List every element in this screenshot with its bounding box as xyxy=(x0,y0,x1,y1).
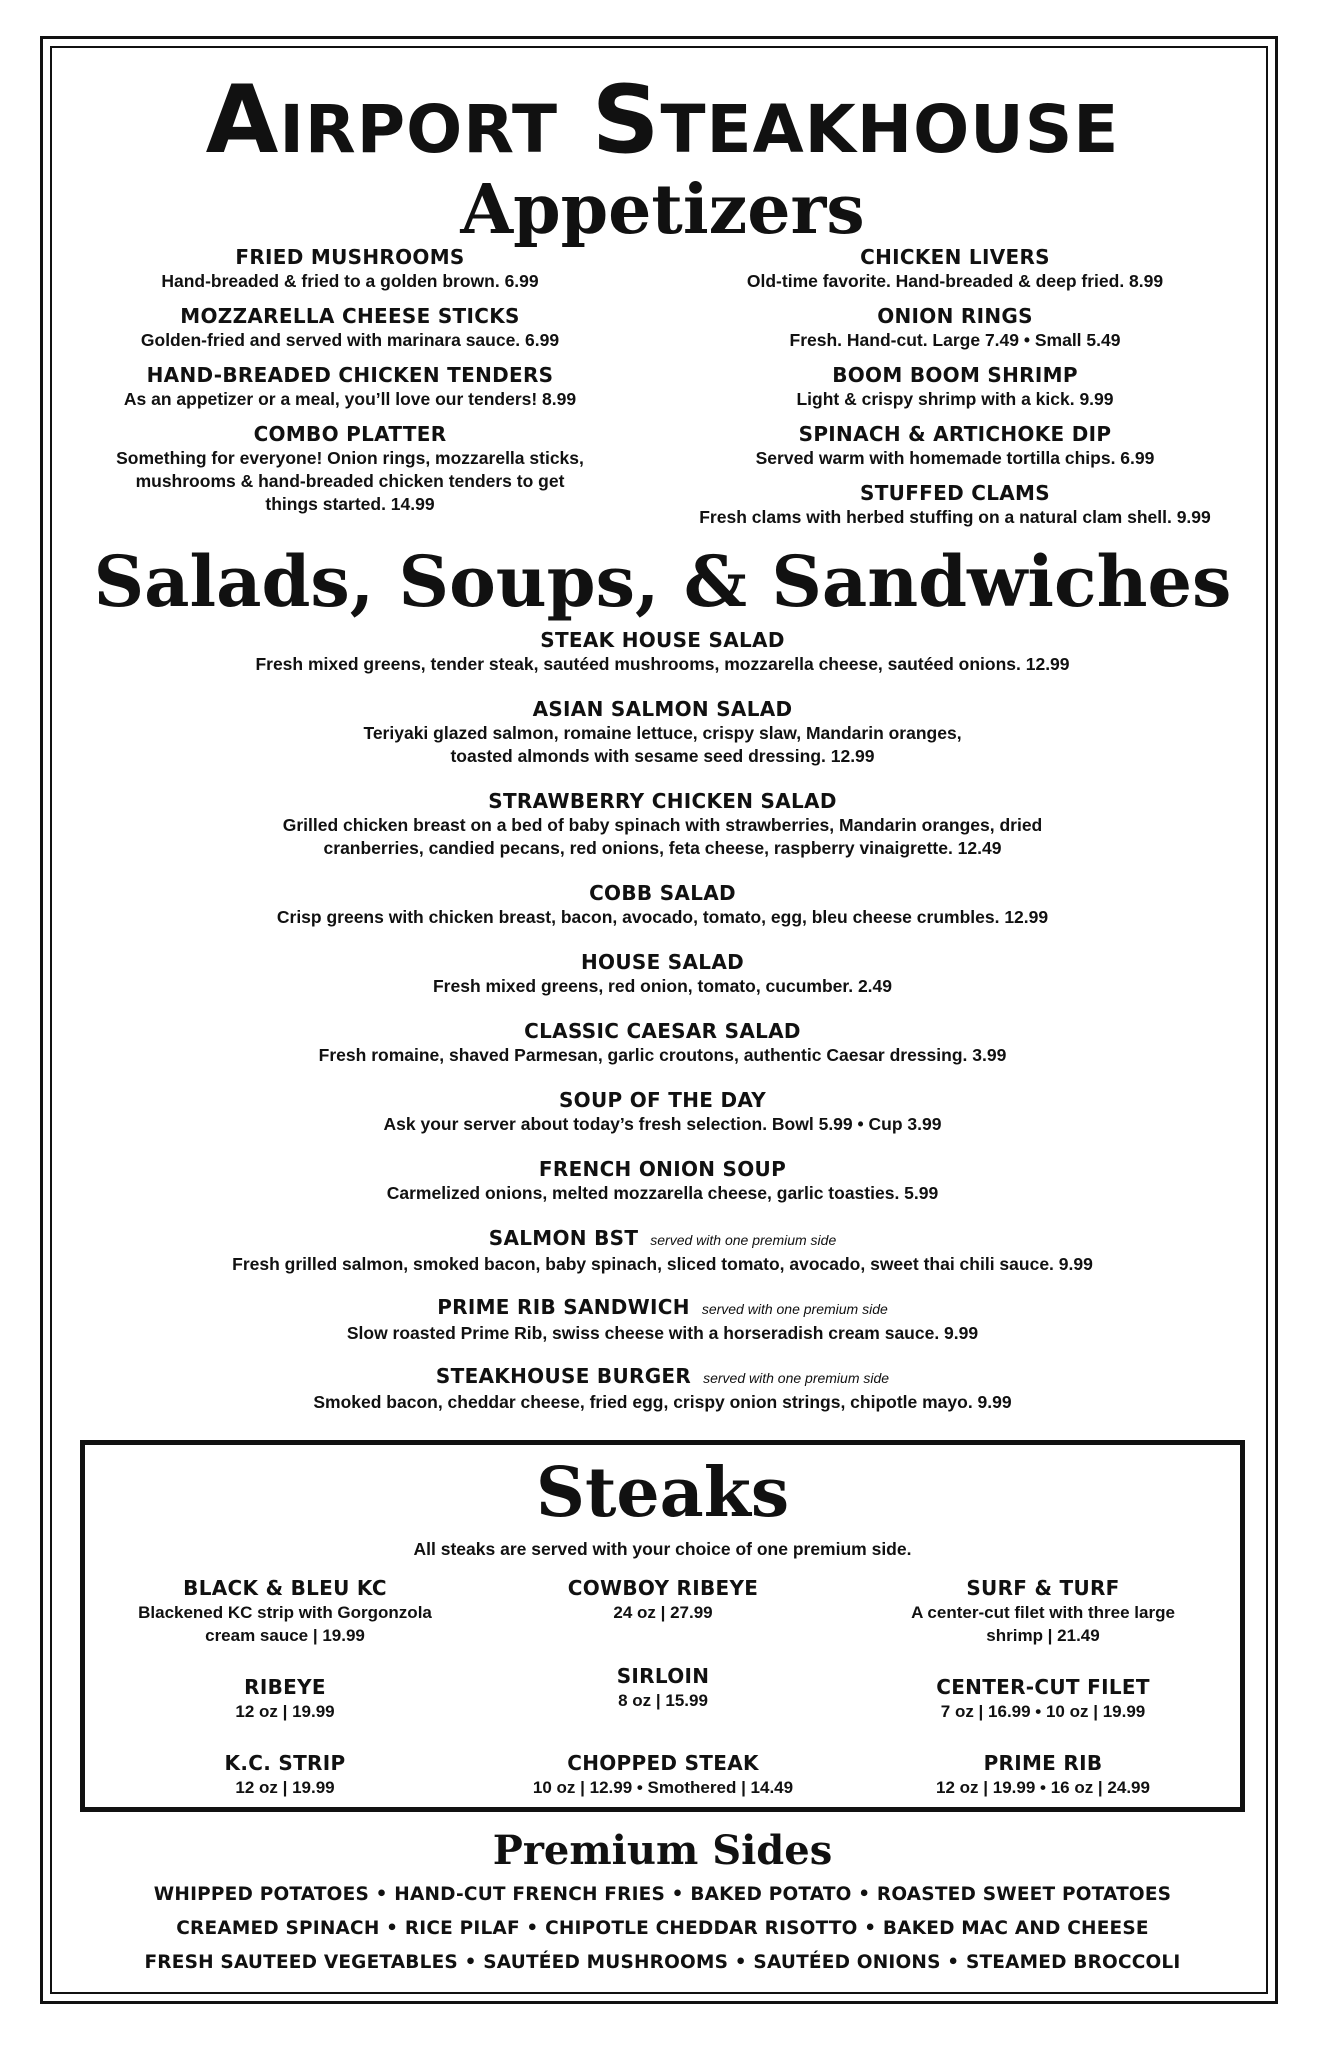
item-description: Old-time favorite. Hand-breaded & deep fried. 8.99 xyxy=(746,271,1164,291)
item-name: STRAWBERRY CHICKEN SALAD xyxy=(488,789,837,813)
item-name xyxy=(70,1225,1255,1253)
item-name xyxy=(70,1294,1255,1322)
sides-line: WHIPPED POTATOES • HAND-CUT FRENCH FRIES • BAKED POTATO • ROASTED SWEET POTATOES xyxy=(153,1884,1172,1905)
item-name: CHICKEN LIVERS xyxy=(860,245,1050,269)
side-note: served with one premium side xyxy=(650,1232,837,1248)
menu-item xyxy=(80,244,620,293)
appetizers-right-column xyxy=(650,244,1260,539)
side-note: served with one premium side xyxy=(701,1301,888,1317)
steak-item xyxy=(878,1750,1208,1799)
item-name: SOUP OF THE DAY xyxy=(558,1088,767,1112)
sides-line: FRESH SAUTEED VEGETABLES • SAUTÉED MUSHROOMS • SAUTÉED ONIONS • STEAMED BROCCOLI xyxy=(144,1952,1181,1973)
item-name: CLASSIC CAESAR SALAD xyxy=(524,1019,801,1043)
salads-heading: Salads, Soups, & Sandwiches xyxy=(93,540,1232,623)
menu-item xyxy=(70,1156,1255,1225)
item-name: BOOM BOOM SHRIMP xyxy=(832,363,1078,387)
side-note: served with one premium side xyxy=(703,1370,890,1386)
item-description: Fresh clams with herbed stuffing on a natural clam shell. 9.99 xyxy=(699,507,1211,527)
appetizers-left-column xyxy=(80,244,620,526)
menu-item xyxy=(650,303,1260,352)
item-description: Served warm with homemade tortilla chips. 6.99 xyxy=(755,448,1155,468)
appetizers-heading: Appetizers xyxy=(460,170,865,250)
item-name: COWBOY RIBEYE xyxy=(567,1576,759,1600)
restaurant-title: Airport Steakhouse xyxy=(205,66,1120,175)
steaks-note: All steaks are served with your choice of one premium side. xyxy=(413,1539,912,1559)
menu-item xyxy=(80,362,620,411)
steak-item xyxy=(498,1575,828,1624)
menu-item xyxy=(650,362,1260,411)
item-name: MOZZARELLA CHEESE STICKS xyxy=(180,304,520,328)
menu-item xyxy=(70,1363,1255,1432)
item-name: COMBO PLATTER xyxy=(253,422,447,446)
item-description: Fresh mixed greens, tender steak, sautéed mushrooms, mozzarella cheese, sautéed onions. 12.99 xyxy=(255,654,1070,674)
sides-heading: Premium Sides xyxy=(492,1827,833,1874)
item-name: CHOPPED STEAK xyxy=(567,1751,759,1775)
item-name: COBB SALAD xyxy=(589,881,736,905)
item-description: Fresh romaine, shaved Parmesan, garlic croutons, authentic Caesar dressing. 3.99 xyxy=(318,1045,1007,1065)
steak-item xyxy=(878,1674,1208,1723)
item-name: K.C. STRIP xyxy=(224,1751,346,1775)
item-description: 12 oz | 19.99 xyxy=(235,1778,335,1797)
item-name: BLACK & BLEU KC xyxy=(183,1576,387,1600)
item-description: 12 oz | 19.99 • 16 oz | 24.99 xyxy=(936,1778,1150,1797)
menu-item xyxy=(650,421,1260,470)
menu-item xyxy=(80,421,620,516)
item-description: 12 oz | 19.99 xyxy=(235,1702,335,1721)
menu-item xyxy=(70,788,1255,880)
item-description: Fresh mixed greens, red onion, tomato, cucumber. 2.49 xyxy=(432,976,893,996)
menu-item xyxy=(70,1087,1255,1156)
item-name-text: SALMON BST xyxy=(488,1226,639,1250)
menu-item xyxy=(70,627,1255,696)
item-description: Fresh grilled salmon, smoked bacon, baby spinach, sliced tomato, avocado, sweet thai chili sauce. 9.99 xyxy=(232,1254,1093,1274)
item-name: FRIED MUSHROOMS xyxy=(235,245,465,269)
menu-item xyxy=(650,244,1260,293)
steak-item xyxy=(120,1674,450,1723)
item-description: Slow roasted Prime Rib, swiss cheese with a horseradish cream sauce. 9.99 xyxy=(346,1323,979,1343)
item-description: 24 oz | 27.99 xyxy=(613,1603,713,1622)
menu-item xyxy=(650,480,1260,529)
sides-line: CREAMED SPINACH • RICE PILAF • CHIPOTLE CHEDDAR RISOTTO • BAKED MAC AND CHEESE xyxy=(176,1918,1149,1939)
item-name: SIRLOIN xyxy=(616,1664,710,1688)
item-name: RIBEYE xyxy=(244,1675,326,1699)
menu-item xyxy=(70,1018,1255,1087)
item-description: Grilled chicken breast on a bed of baby spinach with strawberries, Mandarin oranges, dried cranberries, candied pecans, red onions, feta cheese, raspberry vinaigrette. 12.49 xyxy=(282,815,1043,858)
item-description: A center-cut filet with three large shrimp | 21.49 xyxy=(911,1603,1175,1645)
item-name: STEAK HOUSE SALAD xyxy=(540,628,785,652)
item-description: Light & crispy shrimp with a kick. 9.99 xyxy=(796,389,1114,409)
item-name: FRENCH ONION SOUP xyxy=(538,1157,787,1181)
item-description: Teriyaki glazed salmon, romaine lettuce, crispy slaw, Mandarin oranges, toasted almonds with sesame seed dressing. 12.99 xyxy=(363,723,962,766)
steaks-heading: Steaks xyxy=(535,1453,790,1533)
item-name-text: STEAKHOUSE BURGER xyxy=(435,1364,692,1388)
item-description: Golden-fried and served with marinara sauce. 6.99 xyxy=(140,330,560,350)
menu-item xyxy=(70,696,1255,788)
item-description: Fresh. Hand-cut. Large 7.49 • Small 5.49 xyxy=(789,330,1121,350)
menu-item xyxy=(70,949,1255,1018)
item-name: ONION RINGS xyxy=(877,304,1033,328)
item-description: Hand-breaded & fried to a golden brown. 6.99 xyxy=(161,271,539,291)
item-description: Smoked bacon, cheddar cheese, fried egg, crispy onion strings, chipotle mayo. 9.99 xyxy=(313,1392,1012,1412)
item-description: Ask your server about today’s fresh selection. Bowl 5.99 • Cup 3.99 xyxy=(383,1114,942,1134)
item-name: SPINACH & ARTICHOKE DIP xyxy=(798,422,1112,446)
item-name: HAND-BREADED CHICKEN TENDERS xyxy=(146,363,554,387)
item-name-text: PRIME RIB SANDWICH xyxy=(437,1295,690,1319)
item-name: HOUSE SALAD xyxy=(580,950,745,974)
item-description: 8 oz | 15.99 xyxy=(618,1691,708,1710)
steak-item xyxy=(120,1750,450,1799)
item-name: PRIME RIB xyxy=(983,1751,1103,1775)
steaks-box xyxy=(80,1440,1245,1812)
item-description: As an appetizer or a meal, you’ll love our tenders! 8.99 xyxy=(123,389,577,409)
item-name: ASIAN SALMON SALAD xyxy=(532,697,793,721)
menu-item xyxy=(70,1225,1255,1294)
steak-item xyxy=(498,1663,828,1712)
item-description: Carmelized onions, melted mozzarella cheese, garlic toasties. 5.99 xyxy=(386,1183,939,1203)
item-name: SURF & TURF xyxy=(966,1576,1120,1600)
item-description: Blackened KC strip with Gorgonzola cream sauce | 19.99 xyxy=(138,1603,432,1645)
salads-list xyxy=(70,627,1255,1432)
item-name xyxy=(70,1363,1255,1391)
sides-list xyxy=(60,1878,1265,1980)
menu-item xyxy=(70,1294,1255,1363)
steak-item xyxy=(878,1575,1208,1647)
item-description: Something for everyone! Onion rings, mozzarella sticks, mushrooms & hand-breaded chicken tenders to get things started. 14.99 xyxy=(116,448,584,514)
steak-item xyxy=(498,1750,828,1799)
menu-item xyxy=(80,303,620,352)
item-description: 7 oz | 16.99 • 10 oz | 19.99 xyxy=(940,1702,1146,1721)
item-description: 10 oz | 12.99 • Smothered | 14.49 xyxy=(532,1778,794,1797)
item-description: Crisp greens with chicken breast, bacon, avocado, tomato, egg, bleu cheese crumbles. 12.99 xyxy=(276,907,1049,927)
item-name: CENTER-CUT FILET xyxy=(936,1675,1150,1699)
menu-item xyxy=(70,880,1255,949)
item-name: STUFFED CLAMS xyxy=(860,481,1050,505)
steak-item xyxy=(120,1575,450,1647)
